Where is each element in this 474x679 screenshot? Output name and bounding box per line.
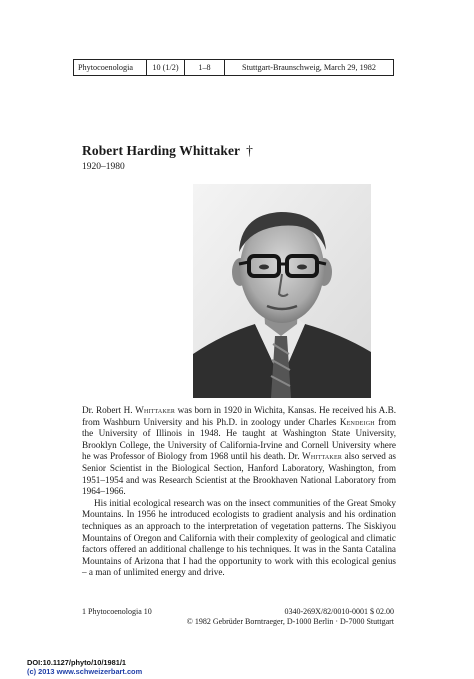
copyright-link[interactable]: (c) 2013 www.schweizerbart.com [27, 667, 143, 676]
life-years: 1920–1980 [82, 162, 125, 172]
bio-text: from the University of Illinois in 1948. He taught at Washington State University, Brooklyn College, the University of California-Irvine and Cornell University where he was Professor of Biology from 1968 until his death. Dr. [82, 416, 396, 462]
doi-line: DOI:10.1127/phyto/10/1981/1 [27, 658, 127, 667]
portrait-photo [193, 184, 371, 398]
footer-publisher: © 1982 Gebrüder Borntraeger, D-1000 Berlin · D-7000 Stuttgart [186, 617, 394, 626]
person-name: Robert Harding Whittaker [82, 143, 241, 158]
bio-text: Dr. Robert H. [82, 405, 136, 415]
portrait-photo-icon [193, 184, 371, 398]
bio-text: was born in 1920 in Wichita, Kansas. He received his A.B. from Washburn University and his Ph.D. in zoology under Charles [82, 405, 396, 427]
biography-paragraph-1 [82, 405, 396, 498]
biography-paragraph-2: His initial ecological research was on the insect communities of the Great Smoky Mountains. In 1956 he introduced ecologists to gradient analysis and his ordination techniques as an approach to the interpretation of vegetation patterns. The Siskiyou Mountains of Oregon and California with their complexity of geological and climatic factors offered an additional challenge to his techniques. It was in the Santa Catalina Mountains of Arizona that I had the opportunity to work with this ecological genius – a man of unlimited energy and drive. [82, 497, 396, 578]
bio-name-smallcaps: Whittaker [302, 451, 343, 462]
journal-header-table [73, 59, 394, 76]
article-title [82, 143, 253, 159]
bio-text: also served as Senior Scientist in the Biological Section, Hanford Laboratory, Washington, from 1951–1954 and was Research Scientist at the Brookhaven National Laboratory from 1964–1966. [82, 451, 396, 497]
footer-copyright-block [187, 607, 394, 627]
dagger-symbol: † [246, 143, 254, 158]
bio-name-smallcaps: Whittaker [135, 405, 176, 415]
publication-place-date: Stuttgart-Braunschweig, March 29, 1982 [242, 63, 376, 72]
footer-issn-price: 0340-269X/82/0010-0001 $ 02.00 [284, 607, 394, 616]
journal-volume: 10 (1/2) [147, 60, 185, 75]
footer-page-info: 1 Phytocoenologia 10 [82, 607, 152, 616]
biography-text [82, 405, 396, 579]
journal-name: Phytocoenologia [74, 60, 147, 75]
bio-name-smallcaps: Kendeigh [339, 416, 375, 427]
journal-pages: 1–8 [185, 60, 225, 75]
